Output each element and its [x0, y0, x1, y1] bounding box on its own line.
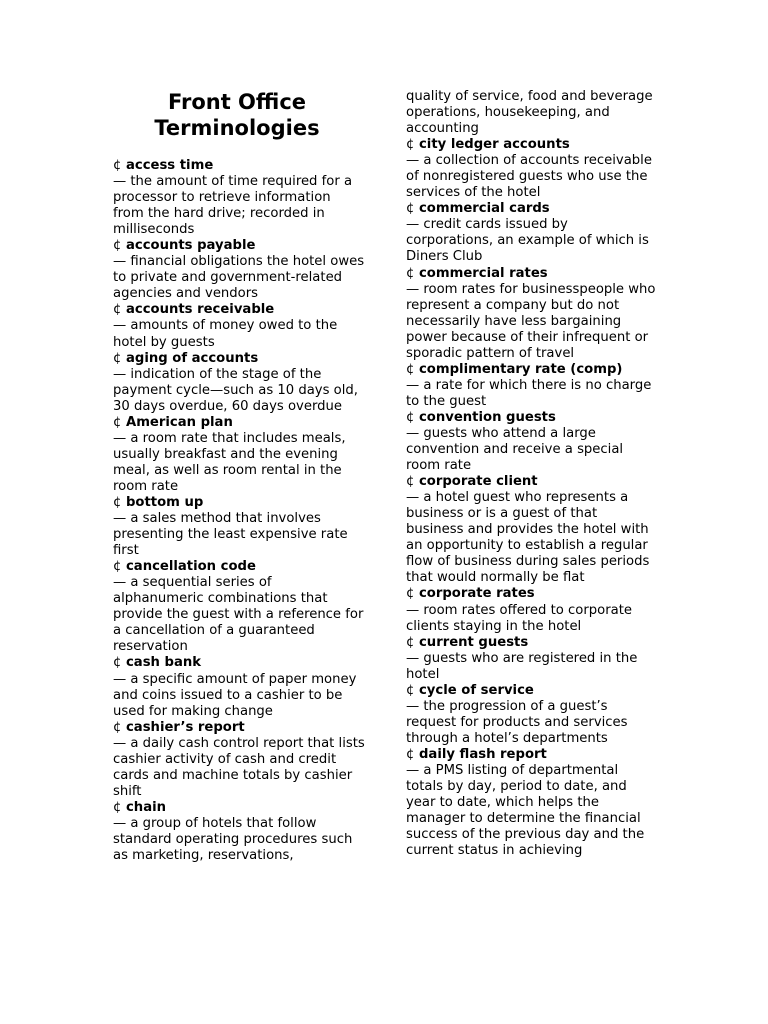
glossary-term-text: city ledger accounts: [418, 137, 570, 153]
glossary-term-text: cycle of service: [418, 682, 534, 698]
bullet-icon: ¢: [113, 559, 122, 575]
glossary-definition: — a sequential series of alphanumeric combinations that provide the guest with a reference for a cancellation of a guaranteed reservation: [113, 575, 364, 655]
glossary-term-text: chain: [125, 799, 166, 815]
glossary-entry: [406, 635, 658, 683]
bullet-icon: ¢: [406, 361, 415, 377]
glossary-entry: [113, 351, 365, 415]
page-title-line2: Terminologies: [154, 116, 320, 140]
glossary-entry: [406, 201, 658, 265]
glossary-term-text: cashier’s report: [125, 719, 245, 735]
bullet-icon: ¢: [406, 586, 415, 602]
glossary-term-text: cancellation code: [125, 559, 256, 575]
glossary-entry: [113, 302, 365, 350]
glossary-entry: [113, 158, 365, 238]
glossary-definition: — room rates offered to corporate clients staying in the hotel: [406, 602, 633, 634]
glossary-definition: — a group of hotels that follow standard operating procedures such as marketing, reservations,: [113, 815, 353, 864]
glossary-definition: — a rate for which there is no charge to the guest: [406, 377, 652, 409]
glossary-entry: [113, 559, 365, 655]
glossary-term: [406, 635, 658, 651]
glossary-term-text: bottom up: [125, 494, 204, 510]
bullet-icon: ¢: [113, 799, 122, 815]
glossary-definition: — the progression of a guest’s request for products and services through a hotel’s departments: [406, 698, 628, 746]
glossary-definition: — financial obligations the hotel owes to private and government-related agencies and vendors: [113, 254, 365, 302]
bullet-icon: ¢: [406, 137, 415, 153]
bullet-icon: ¢: [406, 634, 415, 650]
glossary-term: [406, 137, 658, 153]
glossary-entry: [406, 266, 658, 362]
bullet-icon: ¢: [113, 158, 122, 173]
glossary-term-text: corporate rates: [418, 586, 535, 602]
glossary-definition: — a hotel guest who represents a business or is a guest of that business and provides the hotel with an opportunity to establish a regular flow of business during sales periods that would normally be flat: [406, 490, 650, 586]
bullet-icon: ¢: [113, 238, 122, 254]
glossary-term-text: aging of accounts: [125, 350, 259, 366]
bullet-icon: ¢: [406, 682, 415, 698]
continued-definition: quality of service, food and beverage operations, housekeeping, and accounting: [406, 89, 653, 137]
glossary-definition: — guests who attend a large convention and receive a special room rate: [406, 425, 624, 474]
glossary-entry: [406, 683, 658, 747]
glossary-entry: [113, 800, 365, 864]
glossary-definition: — a specific amount of paper money and coins issued to a cashier to be used for making change: [113, 671, 357, 719]
glossary-entry: [113, 495, 365, 559]
glossary-term: [113, 495, 365, 511]
glossary-definition: — credit cards issued by corporations, an example of which is Diners Club: [406, 217, 649, 265]
glossary-term: [113, 238, 365, 254]
glossary-term: [406, 266, 658, 282]
bullet-icon: ¢: [406, 474, 415, 490]
bullet-icon: ¢: [406, 265, 415, 281]
glossary-term: [113, 720, 365, 736]
glossary-definition: — a PMS listing of departmental totals by day, period to date, and year to date, which helps the manager to determine the financial success of the previous day and the current status in achieving: [406, 762, 645, 859]
glossary-term-text: access time: [125, 158, 214, 173]
glossary-term: [113, 800, 365, 816]
page-title-line1: Front Office: [167, 90, 307, 114]
glossary-entry: [406, 362, 658, 410]
glossary-term-text: convention guests: [418, 409, 556, 425]
bullet-icon: ¢: [113, 414, 122, 430]
glossary-term: [406, 683, 658, 699]
glossary-entry: [406, 747, 658, 859]
glossary-term: [113, 351, 365, 367]
bullet-icon: ¢: [406, 201, 415, 217]
glossary-definition: — room rates for businesspeople who represent a company but do not necessarily have less bargaining power because of their infrequent or sporadic pattern of travel: [406, 281, 656, 361]
glossary-entry: [406, 137, 658, 201]
glossary-term: [406, 474, 658, 490]
glossary-term-text: corporate client: [418, 474, 538, 490]
glossary-term-text: current guests: [418, 634, 529, 650]
right-entries: [406, 137, 658, 859]
glossary-entry: [406, 474, 658, 586]
glossary-term-text: complimentary rate (comp): [418, 361, 623, 377]
bullet-icon: ¢: [113, 719, 122, 735]
glossary-definition: — a collection of accounts receivable of nonregistered guests who use the services of the hotel: [406, 153, 652, 201]
glossary-term: [406, 747, 658, 763]
glossary-term-text: cash bank: [125, 655, 202, 671]
glossary-definition: — indication of the stage of the payment cycle—such as 10 days old, 30 days overdue, 60 days overdue: [113, 366, 358, 414]
glossary-term-text: daily flash report: [418, 746, 547, 762]
glossary-definition: — a room rate that includes meals, usually breakfast and the evening meal, as well as room rental in the room rate: [113, 430, 346, 494]
glossary-term: [406, 410, 658, 426]
glossary-term: [113, 559, 365, 575]
glossary-definition: — amounts of money owed to the hotel by guests: [113, 318, 338, 350]
glossary-entry: [406, 410, 658, 474]
glossary-definition: — a sales method that involves presenting the least expensive rate first: [113, 511, 348, 559]
bullet-icon: ¢: [113, 494, 122, 510]
glossary-term-text: commercial rates: [418, 265, 548, 281]
glossary-term-text: American plan: [125, 414, 233, 430]
bullet-icon: ¢: [113, 655, 122, 671]
glossary-term: [113, 302, 365, 318]
page-title: [113, 89, 361, 141]
glossary-definition: — the amount of time required for a processor to retrieve information from the hard drive; recorded in milliseconds: [113, 174, 353, 238]
glossary-definition: — a daily cash control report that lists cashier activity of cash and credit cards and machine totals by cashier shift: [113, 735, 365, 799]
glossary-definition: — guests who are registered in the hotel: [406, 650, 638, 682]
bullet-icon: ¢: [406, 746, 415, 762]
glossary-entry: [406, 586, 658, 634]
glossary-term: [113, 158, 365, 174]
bullet-icon: ¢: [113, 302, 122, 318]
glossary-entry: [113, 238, 365, 302]
bullet-icon: ¢: [406, 409, 415, 425]
glossary-entry: [113, 415, 365, 495]
glossary-entry: [113, 655, 365, 719]
glossary-term: [406, 201, 658, 217]
glossary-term: [406, 586, 658, 602]
glossary-entry: [113, 720, 365, 800]
left-entries: [113, 158, 365, 864]
bullet-icon: ¢: [113, 350, 122, 366]
glossary-term: [113, 655, 365, 671]
right-column: [406, 89, 658, 859]
glossary-term-text: accounts payable: [125, 238, 256, 254]
glossary-term: [113, 415, 365, 431]
glossary-term: [406, 362, 658, 378]
glossary-term-text: accounts receivable: [125, 302, 275, 318]
glossary-term-text: commercial cards: [418, 201, 550, 217]
